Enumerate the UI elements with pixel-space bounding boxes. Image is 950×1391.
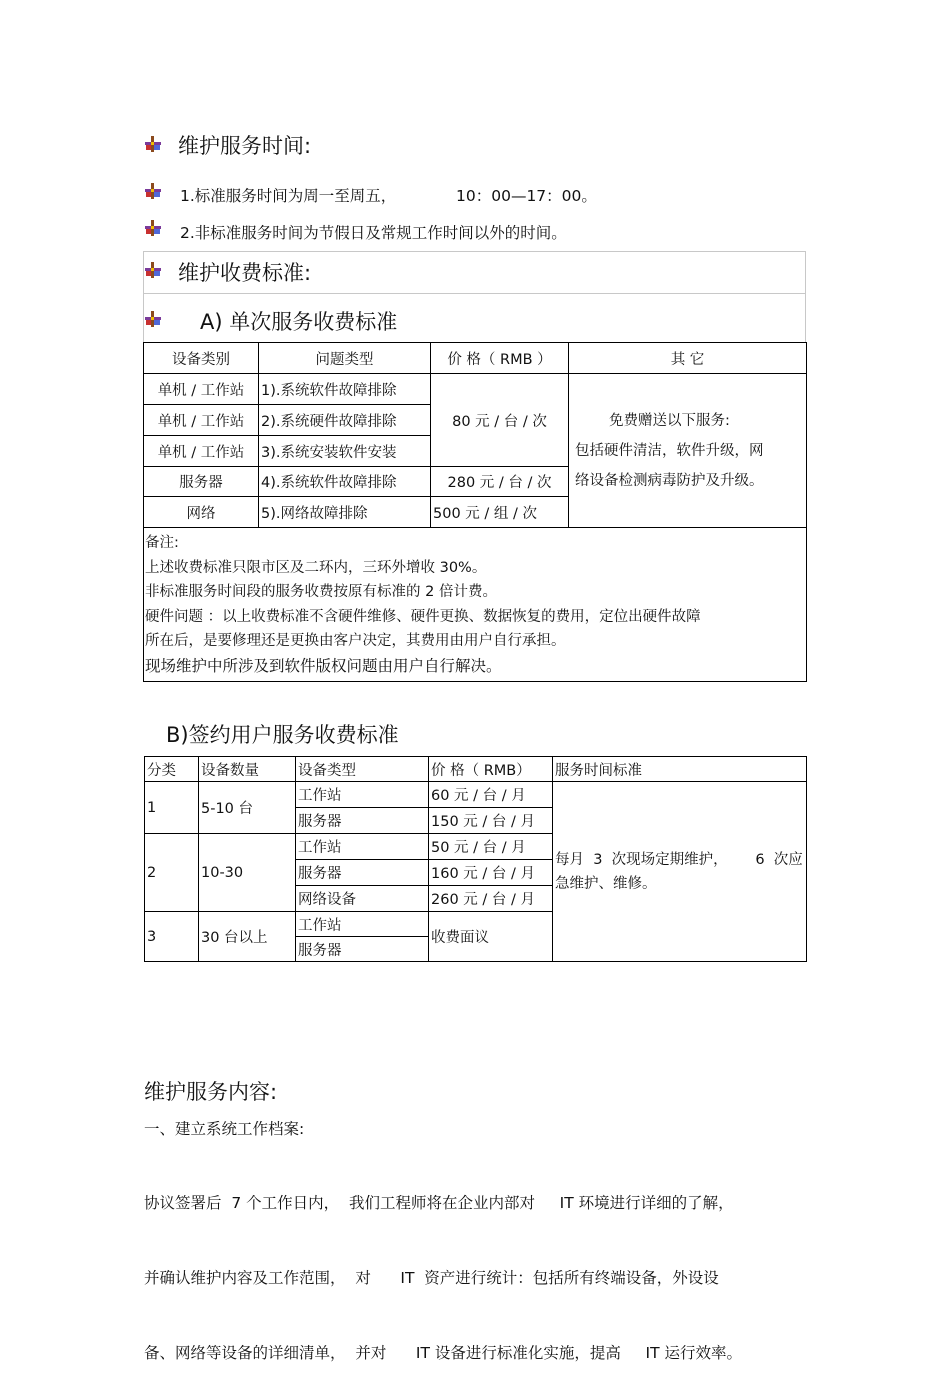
time-item-2: 2.非标准服务时间为节假日及常规工作时间以外的时间。 <box>180 224 567 242</box>
content-subtitle: 一、建立系统工作档案: <box>144 1120 305 1138</box>
table-cell: 服务器 <box>296 860 429 886</box>
time-item-1: 1.标准服务时间为周一至周五， <box>180 187 397 205</box>
content-line: 并确认维护内容及工作范围， 对 IT 资产进行统计：包括所有终端设备，外设设 <box>144 1269 719 1287</box>
table-cell: 30 台以上 <box>199 912 296 962</box>
header-price: 价 格（ RMB ） <box>431 343 569 374</box>
other-line: 包括硬件清洁，软件升级，网 <box>575 442 764 459</box>
table-cell: 3 <box>145 912 199 962</box>
table-cell: 60 元 / 台 / 月 <box>429 782 553 808</box>
header-device-category: 设备类别 <box>144 343 259 374</box>
other-services-cell <box>569 374 807 528</box>
content-paragraph <box>144 1141 742 1391</box>
note-line: 硬件问题 ：以上收费标准不含硬件维修、硬件更换、数据恢复的费用，定位出硬件故障 <box>145 608 701 625</box>
time-item-1-hours: 10：00—17：00。 <box>456 187 597 205</box>
other-line: 免费赠送以下服务: <box>609 412 730 429</box>
bullet-icon <box>145 220 161 236</box>
note-line: 备注: <box>145 535 179 551</box>
table-cell: 单机 / 工作站 <box>144 405 259 436</box>
table-cell: 服务器 <box>296 808 429 834</box>
table-cell: 5-10 台 <box>199 782 296 834</box>
note-line: 非标准服务时间段的服务收费按原有标准的 2 倍计费。 <box>145 584 497 600</box>
table-cell: 单机 / 工作站 <box>144 374 259 405</box>
bullet-icon <box>145 136 161 152</box>
table-cell: 工作站 <box>296 912 429 937</box>
table-cell: 工作站 <box>296 782 429 808</box>
table-cell: 150 元 / 台 / 月 <box>429 808 553 834</box>
table-cell: 50 元 / 台 / 月 <box>429 834 553 860</box>
price-cell: 280 元 / 台 / 次 <box>431 467 569 497</box>
section-title-fee: 维护收费标准: <box>178 261 312 285</box>
header-quantity: 设备数量 <box>199 757 296 782</box>
content-line: 协议签署后 7 个工作日内， 我们工程师将在企业内部对 IT 环境进行详细的了解， <box>144 1194 734 1212</box>
notes-cell <box>144 528 807 682</box>
table-cell: 4).系统软件故障排除 <box>259 467 431 497</box>
table-cell: 服务器 <box>144 467 259 497</box>
single-fee-table <box>143 342 807 682</box>
note-line: 所在后，是要修理还是更换由客户决定，其费用由用户自行承担。 <box>145 633 566 649</box>
table-cell: 2).系统硬件故障排除 <box>259 405 431 436</box>
header-price: 价 格（ RMB） <box>429 757 553 782</box>
header-other: 其 它 <box>569 343 807 374</box>
service-line: 每月 3 次现场定期维护， 6 次应 <box>555 851 803 868</box>
table-cell: 单机 / 工作站 <box>144 436 259 467</box>
table-cell: 5).网络故障排除 <box>259 497 431 528</box>
negotiate-cell: 收费面议 <box>429 912 553 962</box>
divider <box>805 251 806 343</box>
header-service-time: 服务时间标准 <box>553 757 807 782</box>
table-cell: 1).系统软件故障排除 <box>259 374 431 405</box>
other-line: 络设备检测病毒防护及升级。 <box>575 472 764 489</box>
single-fee-title: A) 单次服务收费标准 <box>200 310 398 334</box>
table-cell: 160 元 / 台 / 月 <box>429 860 553 886</box>
section-title-content: 维护服务内容: <box>144 1080 278 1104</box>
table-cell: 3).系统安装软件安装 <box>259 436 431 467</box>
table-cell: 1 <box>145 782 199 834</box>
bullet-icon <box>145 311 161 327</box>
divider <box>143 251 144 343</box>
price-cell: 500 元 / 组 / 次 <box>431 497 569 528</box>
section-title-time: 维护服务时间: <box>178 134 312 158</box>
header-class: 分类 <box>145 757 199 782</box>
contract-fee-table <box>144 756 807 962</box>
note-line: 上述收费标准只限市区及二环内，三环外增收 30%。 <box>145 559 487 576</box>
table-cell: 260 元 / 台 / 月 <box>429 886 553 912</box>
content-line: 备、网络等设备的详细清单， 并对 IT 设备进行标准化实施，提高 IT 运行效率。 <box>144 1344 742 1362</box>
table-cell: 服务器 <box>296 937 429 962</box>
contract-fee-title: B)签约用户服务收费标准 <box>166 723 399 747</box>
header-device-type: 设备类型 <box>296 757 429 782</box>
note-line: 现场维护中所涉及到软件版权问题由用户自行解决。 <box>145 656 502 675</box>
table-cell: 工作站 <box>296 834 429 860</box>
divider <box>143 251 806 252</box>
price-cell: 80 元 / 台 / 次 <box>431 374 569 467</box>
table-cell: 网络 <box>144 497 259 528</box>
table-cell: 10-30 <box>199 834 296 912</box>
divider <box>143 293 806 294</box>
bullet-icon <box>145 262 161 278</box>
service-time-cell <box>553 782 807 962</box>
bullet-icon <box>145 183 161 199</box>
header-problem-type: 问题类型 <box>259 343 431 374</box>
table-cell: 2 <box>145 834 199 912</box>
table-cell: 网络设备 <box>296 886 429 912</box>
service-line: 急维护、维修。 <box>555 875 657 892</box>
